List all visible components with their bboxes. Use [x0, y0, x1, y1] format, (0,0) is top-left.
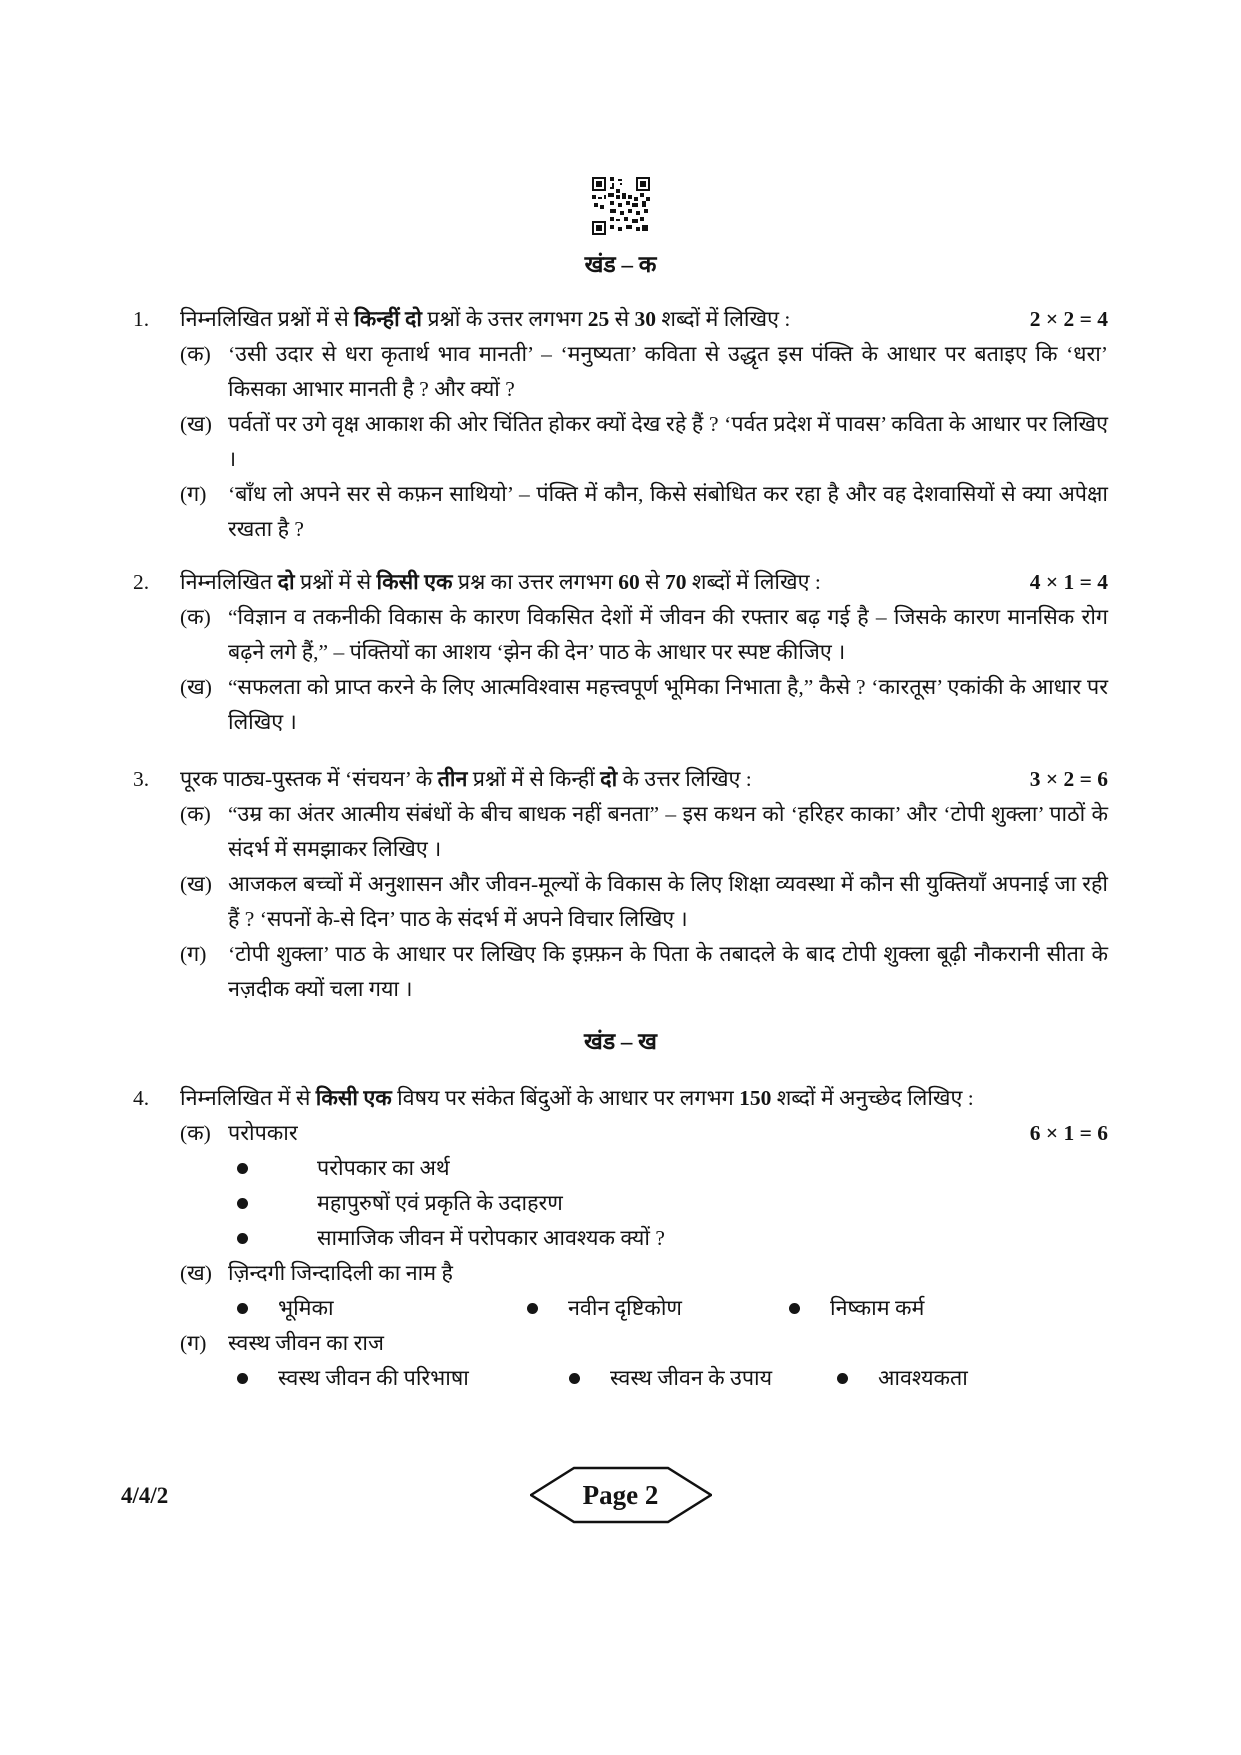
topic-title: ज़िन्दगी जिन्दादिली का नाम है — [228, 1261, 453, 1285]
section-a-heading: खंड – क — [584, 252, 657, 277]
hint-point — [518, 1291, 780, 1326]
sub-label: (ख) — [180, 675, 212, 699]
question-4-topic-ga — [180, 1326, 1108, 1396]
question-3-marks: 3 × 2 = 6 — [1029, 767, 1108, 791]
qr-row — [133, 176, 1108, 240]
sub-text: “उम्र का अंतर आत्मीय संबंधों के बीच बाधक नहीं बनता” – इस कथन को ‘हरिहर काका’ और ‘टोपी शुक्ला’ पाठों के संदर्भ में समझाकर लिखिए । — [228, 802, 1108, 861]
sub-text: “विज्ञान व तकनीकी विकास के कारण विकसित देशों में जीवन की रफ्तार बढ़ गई है – जिसके कारण मानसिक रोग बढ़ने लगे हैं,” – पंक्तियों का आशय ‘झेन की देन’ पाठ के आधार पर स्पष्ट कीजिए । — [228, 605, 1108, 664]
bullet-icon — [237, 1198, 248, 1209]
hint-point — [780, 1291, 924, 1326]
page-content — [133, 176, 1108, 1396]
question-3-sub-ga — [180, 937, 1108, 1007]
question-4-marks: 6 × 1 = 6 — [1029, 1121, 1108, 1145]
bullet-icon — [237, 1303, 248, 1314]
bullet-icon — [237, 1373, 248, 1384]
question-4-number: 4. — [133, 1086, 150, 1110]
question-1-intro: निम्नलिखित प्रश्नों में से किन्हीं दो प्रश्नों के उत्तर लगभग 25 से 30 शब्दों में लिखिए : — [180, 307, 791, 331]
sub-text: ‘उसी उदार से धरा कृतार्थ भाव मानती’ – ‘मनुष्यता’ कविता से उद्धृत इस पंक्ति के आधार पर बताइए कि ‘धरा’ किसका आभार मानती है ? और क्यों ? — [228, 342, 1108, 401]
question-2-number: 2. — [133, 570, 150, 594]
question-2-marks: 4 × 1 = 4 — [1029, 570, 1108, 594]
question-4-topic-ka — [180, 1116, 1108, 1256]
question-1-sub-ka — [180, 337, 1108, 407]
sub-label: (क) — [180, 605, 211, 629]
question-4-topic-kha — [180, 1256, 1108, 1326]
bullet-icon — [237, 1163, 248, 1174]
sub-label: (क) — [180, 1121, 211, 1145]
bullet-icon — [527, 1303, 538, 1314]
page-number-label: Page 2 — [582, 1479, 659, 1510]
hint-point-text: भूमिका — [278, 1296, 334, 1320]
hint-point-text: निष्काम कर्म — [830, 1296, 925, 1320]
sub-text: आजकल बच्चों में अनुशासन और जीवन-मूल्यों के विकास के लिए शिक्षा व्यवस्था में कौन सी युक्तियाँ अपनाई जा रही हैं ? ‘सपनों के-से दिन’ पाठ के संदर्भ में अपने विचार लिखिए । — [228, 872, 1108, 931]
question-1-marks: 2 × 2 = 4 — [1029, 307, 1108, 331]
hint-point — [228, 1361, 560, 1396]
hint-point-text: महापुरुषों एवं प्रकृति के उदाहरण — [317, 1191, 563, 1215]
page-indicator — [530, 1466, 712, 1524]
bullet-icon — [237, 1233, 248, 1244]
question-1-sub-kha — [180, 407, 1108, 477]
question-2-intro: निम्नलिखित दो प्रश्नों में से किसी एक प्रश्न का उत्तर लगभग 60 से 70 शब्दों में लिखिए : — [180, 570, 821, 594]
hint-point — [228, 1151, 1108, 1186]
bullet-icon — [789, 1303, 800, 1314]
sub-text: ‘टोपी शुक्ला’ पाठ के आधार पर लिखिए कि इफ़्फ़न के पिता के तबादले के बाद टोपी शुक्ला बूढ़ी नौकरानी सीता के नज़दीक क्यों चला गया । — [228, 942, 1108, 1001]
hint-point-row — [228, 1361, 1108, 1396]
hint-point — [228, 1186, 1108, 1221]
hint-point — [560, 1361, 828, 1396]
sub-label: (ख) — [180, 872, 212, 896]
section-b-heading: खंड – ख — [584, 1029, 657, 1054]
hint-point-text: नवीन दृष्टिकोण — [568, 1296, 682, 1320]
question-1-number: 1. — [133, 307, 150, 331]
hint-point — [228, 1221, 1108, 1256]
question-2-sub-kha — [180, 670, 1108, 740]
topic-title: स्वस्थ जीवन का राज — [228, 1331, 384, 1355]
question-3-sub-ka — [180, 797, 1108, 867]
hint-point-text: स्वस्थ जीवन के उपाय — [610, 1366, 773, 1390]
question-3-intro: पूरक पाठ्य-पुस्तक में ‘संचयन’ के तीन प्रश्नों में से किन्हीं दो के उत्तर लिखिए : — [180, 767, 752, 791]
sub-label: (ग) — [180, 942, 207, 966]
question-3 — [133, 762, 1108, 1007]
question-2-sub-ka — [180, 600, 1108, 670]
question-3-number: 3. — [133, 767, 150, 791]
sub-label: (ख) — [180, 412, 212, 436]
hint-point — [228, 1291, 518, 1326]
hint-point-text: सामाजिक जीवन में परोपकार आवश्यक क्यों ? — [317, 1226, 665, 1250]
sub-text: ‘बाँध लो अपने सर से कफ़न साथियो’ – पंक्ति में कौन, किसे संबोधित कर रहा है और वह देशवासियों से क्या अपेक्षा रखता है ? — [228, 482, 1108, 541]
bullet-icon — [569, 1373, 580, 1384]
sub-label: (ग) — [180, 1331, 207, 1355]
bullet-icon — [837, 1373, 848, 1384]
question-4 — [133, 1081, 1108, 1396]
sub-label: (ख) — [180, 1261, 212, 1285]
question-3-sub-kha — [180, 867, 1108, 937]
hint-point-text: स्वस्थ जीवन की परिभाषा — [278, 1366, 469, 1390]
sub-label: (ग) — [180, 482, 207, 506]
hint-point-text: आवश्यकता — [878, 1366, 968, 1390]
hint-point-text: परोपकार का अर्थ — [317, 1156, 450, 1180]
topic-title: परोपकार — [228, 1121, 298, 1145]
sub-label: (क) — [180, 342, 211, 366]
question-1 — [133, 302, 1108, 547]
hint-point-row — [228, 1291, 1108, 1326]
qr-code-icon — [592, 176, 650, 236]
question-2 — [133, 565, 1108, 740]
paper-code: 4/4/2 — [121, 1483, 169, 1508]
sub-text: “सफलता को प्राप्त करने के लिए आत्मविश्वास महत्त्वपूर्ण भूमिका निभाता है,” कैसे ? ‘कारतूस’ एकांकी के आधार पर लिखिए । — [228, 675, 1108, 734]
sub-label: (क) — [180, 802, 211, 826]
hint-point — [828, 1361, 968, 1396]
sub-text: पर्वतों पर उगे वृक्ष आकाश की ओर चिंतित होकर क्यों देख रहे हैं ? ‘पर्वत प्रदेश में पावस’ कविता के आधार पर लिखिए । — [228, 412, 1108, 471]
question-1-sub-ga — [180, 477, 1108, 547]
question-4-intro: निम्नलिखित में से किसी एक विषय पर संकेत बिंदुओं के आधार पर लगभग 150 शब्दों में अनुच्छेद लिखिए : — [180, 1086, 974, 1110]
